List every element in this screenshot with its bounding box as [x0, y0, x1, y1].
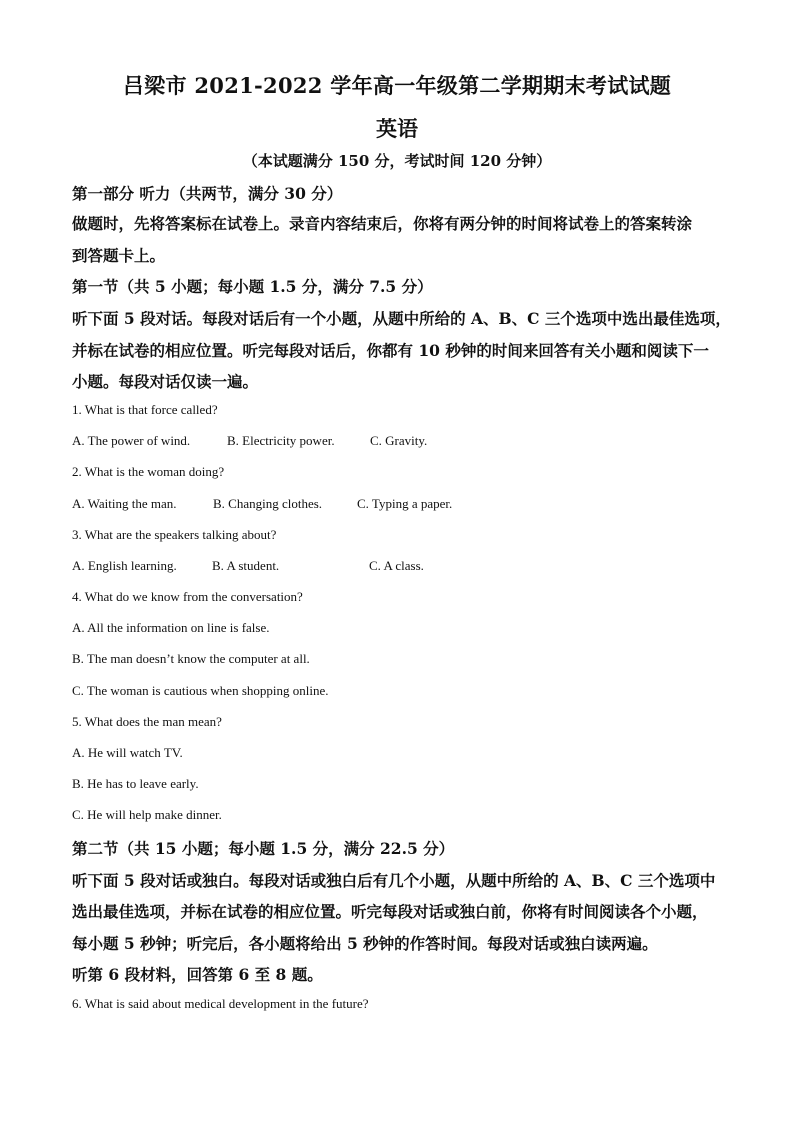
question-6: 6. What is said about medical development in the future?	[72, 996, 369, 1011]
q1-option-a: A. The power of wind.	[72, 433, 191, 448]
q3-option-a: A. English learning.	[72, 558, 177, 573]
q2-option-b: B. Changing clothes.	[213, 496, 323, 511]
q3-option-c: C. A class.	[369, 558, 424, 573]
question-4: 4. What do we know from the conversation?	[72, 589, 303, 604]
q1-option-c: C. Gravity.	[370, 433, 428, 448]
q5-option-b: B. He has to leave early.	[72, 776, 199, 791]
exam-subject: 英语	[376, 116, 418, 141]
section2-instruction: 听下面 5 段对话或独白。每段对话或独白后有几个小题，从题中所给的 A、B、C 三个选项中	[72, 871, 716, 890]
material-6-heading: 听第 6 段材料，回答第 6 至 8 题。	[72, 965, 323, 984]
section2-heading: 第二节（共 15 小题；每小题 1.5 分，满分 22.5 分）	[72, 839, 455, 858]
q4-option-c: C. The woman is cautious when shopping online.	[72, 683, 329, 698]
section2-instruction: 每小题 5 秒钟；听完后，各小题将给出 5 秒钟的作答时间。每段对话或独白读两遍。	[72, 934, 658, 953]
section1-heading: 第一节（共 5 小题；每小题 1.5 分，满分 7.5 分）	[72, 277, 433, 296]
question-1: 1. What is that force called?	[72, 402, 218, 417]
exam-title: 吕梁市 2021-2022 学年高一年级第二学期期末考试试题	[122, 73, 672, 98]
question-3: 3. What are the speakers talking about?	[72, 527, 277, 542]
section1-instruction: 小题。每段对话仅读一遍。	[72, 372, 259, 391]
part1-heading: 第一部分 听力（共两节，满分 30 分）	[72, 184, 343, 203]
part1-instruction: 做题时，先将答案标在试卷上。录音内容结束后，你将有两分钟的时间将试卷上的答案转涂	[72, 214, 693, 233]
section1-instruction: 并标在试卷的相应位置。听完每段对话后，你都有 10 秒钟的时间来回答有关小题和阅读下一	[72, 341, 709, 360]
q2-option-a: A. Waiting the man.	[72, 496, 177, 511]
q4-option-a: A. All the information on line is false.	[72, 620, 270, 635]
part1-instruction-cont: 到答题卡上。	[72, 246, 166, 265]
q5-option-c: C. He will help make dinner.	[72, 807, 222, 822]
section2-instruction: 选出最佳选项，并标在试卷的相应位置。听完每段对话或独白前，你将有时间阅读各个小题，	[72, 902, 708, 921]
exam-note: （本试题满分 150 分，考试时间 120 分钟）	[242, 152, 552, 170]
q2-option-c: C. Typing a paper.	[357, 496, 453, 511]
q3-option-b: B. A student.	[212, 558, 280, 573]
question-5: 5. What does the man mean?	[72, 714, 222, 729]
section1-instruction: 听下面 5 段对话。每段对话后有一个小题，从题中所给的 A、B、C 三个选项中选出最佳选项，	[72, 309, 731, 328]
q1-option-b: B. Electricity power.	[227, 433, 335, 448]
q5-option-a: A. He will watch TV.	[72, 745, 183, 760]
q4-option-b: B. The man doesn’t know the computer at all.	[72, 651, 310, 666]
question-2: 2. What is the woman doing?	[72, 464, 225, 479]
